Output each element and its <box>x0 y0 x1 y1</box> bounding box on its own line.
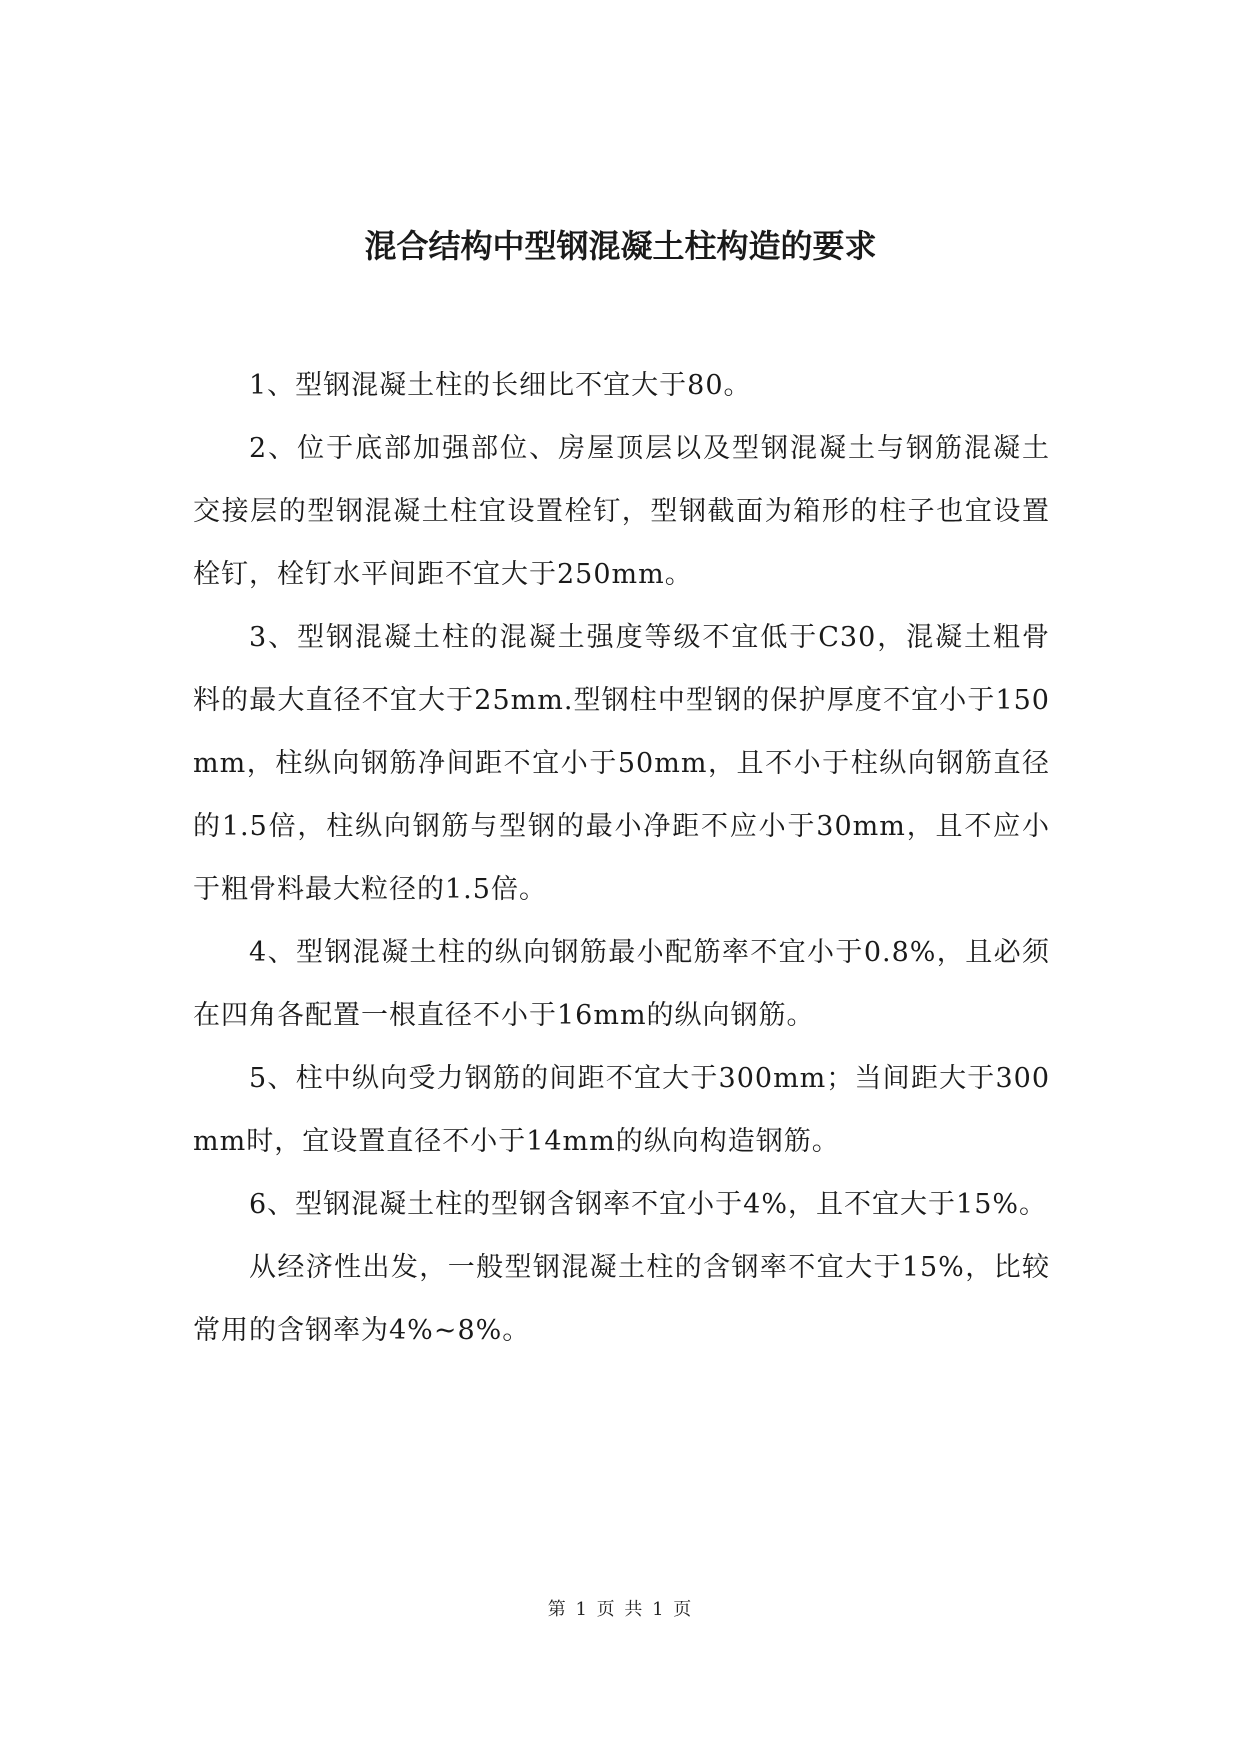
document-body <box>193 354 1050 1362</box>
page-number-footer: 第 1 页 共 1 页 <box>547 1599 694 1620</box>
paragraph-1: 1、型钢混凝土柱的长细比不宜大于80。 <box>249 370 752 401</box>
document-title: 混合结构中型钢混凝土柱构造的要求 <box>364 227 877 265</box>
paragraph-2: 2、位于底部加强部位、房屋顶层以及型钢混凝土与钢筋混凝土交接层的型钢混凝土柱宜设置栓钉，型钢截面为箱形的柱子也宜设置栓钉，栓钉水平间距不宜大于250mm。 <box>193 433 1050 590</box>
paragraph-6: 6、型钢混凝土柱的型钢含钢率不宜小于4%，且不宜大于15%。 <box>249 1189 1048 1220</box>
paragraph-5: 5、柱中纵向受力钢筋的间距不宜大于300mm；当间距大于300mm时，宜设置直径不小于14mm的纵向构造钢筋。 <box>193 1063 1050 1157</box>
paragraph-4: 4、型钢混凝土柱的纵向钢筋最小配筋率不宜小于0.8%，且必须在四角各配置一根直径不小于16mm的纵向钢筋。 <box>193 937 1050 1031</box>
paragraph-3: 3、型钢混凝土柱的混凝土强度等级不宜低于C30，混凝土粗骨料的最大直径不宜大于25mm.型钢柱中型钢的保护厚度不宜小于150mm，柱纵向钢筋净间距不宜小于50mm，且不小于柱纵向钢筋直径的1.5倍，柱纵向钢筋与型钢的最小净距不应小于30mm，且不应小于粗骨料最大粒径的1.5倍。 <box>193 622 1050 905</box>
paragraph-summary: 从经济性出发，一般型钢混凝土柱的含钢率不宜大于15%，比较常用的含钢率为4%~8%。 <box>193 1252 1050 1346</box>
